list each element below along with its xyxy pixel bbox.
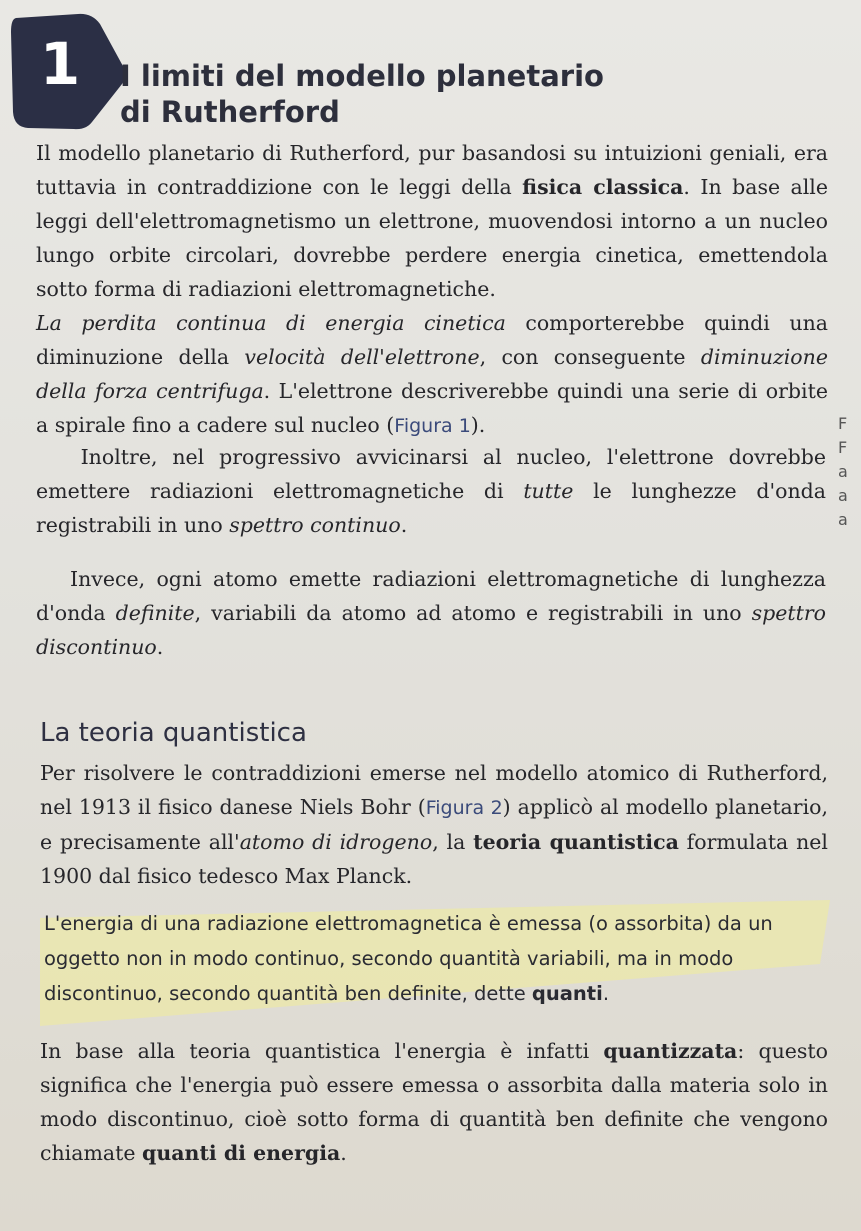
text: , con conseguente — [479, 345, 701, 369]
italic-term: velocità dell'elettrone — [244, 345, 480, 369]
text: Per risolvere le contraddizioni emerse nel modello atomico di Rutherford, nel 1913 il fisico danese Niels Bohr ( — [40, 761, 828, 819]
text: . L'elettrone descriverebbe quindi una serie di orbite a spirale fino a cadere sul nucleo ( — [36, 379, 828, 437]
text: . — [340, 1141, 347, 1165]
text: . In base alle leggi dell'elettromagnetismo un elettrone, muovendosi intorno a un nucleo lungo orbite circolari, dovrebbe perdere energia cinetica, emettendola sotto forma di radiazioni elettromagnetiche. — [36, 175, 828, 301]
bold-term: quanti — [531, 982, 603, 1005]
text: . — [602, 982, 610, 1005]
margin-letter: a — [838, 486, 848, 505]
paragraph-classical-physics — [36, 136, 828, 306]
figure-1-reference[interactable]: Figura 1 — [394, 415, 471, 437]
text: ) applicò al modello planetario, e precisamente all' — [40, 795, 828, 854]
page-title — [120, 58, 604, 130]
text: . — [400, 513, 408, 537]
text: , la — [432, 830, 474, 854]
margin-letter: a — [838, 462, 848, 481]
text: comporterebbe quindi una diminuzione della — [36, 311, 828, 369]
margin-letter: F — [838, 414, 848, 433]
text: , variabili da atomo ad atomo e registrabili in uno — [194, 601, 752, 625]
italic-term: diminuzione della forza centrifuga — [36, 345, 828, 403]
italic-term: spettro continuo — [229, 513, 401, 537]
bold-term: teoria quantistica — [473, 830, 679, 854]
bold-term: quanti di energia — [142, 1141, 341, 1165]
text: Il modello planetario di Rutherford, pur basandosi su intuizioni geniali, era tuttavia in contraddizione con le leggi della — [36, 141, 828, 199]
cut-off-margin-text — [838, 412, 858, 532]
italic-term: tutte — [523, 479, 574, 503]
italic-term: spettro discontinuo — [36, 601, 826, 659]
bold-term: quantizzata — [603, 1039, 738, 1063]
italic-term: definite — [115, 601, 195, 625]
section-number: 1 — [39, 30, 81, 98]
text: . — [156, 635, 164, 659]
section-heading: La teoria quantistica — [40, 718, 307, 748]
italic-term: La perdita continua di energia cinetica — [36, 311, 506, 335]
highlighted-definition — [44, 906, 794, 1011]
bold-term: fisica classica — [522, 175, 684, 199]
text: : questo significa che l'energia può essere emessa o assorbita dalla materia solo in modo discontinuo, cioè sotto forma di quantità ben definite che vengono chiamate — [40, 1039, 828, 1165]
paragraph-continuous-spectrum — [36, 440, 826, 542]
title-line-1: I limiti del modello planetario — [120, 59, 604, 93]
text: In base alla teoria quantistica l'energia è infatti — [40, 1039, 604, 1063]
paragraph-energy-loss — [36, 306, 828, 443]
text: Invece, ogni atomo emette radiazioni elettromagnetiche di lunghezza d'onda — [36, 567, 826, 625]
text: L'energia di una radiazione elettromagnetica è emessa (o assorbita) da un oggetto non in modo continuo, secondo quantità variabili, ma in modo discontinuo, secondo quantità ben definite, dette — [44, 912, 773, 1005]
title-line-2: di Rutherford — [120, 95, 340, 129]
paragraph-quantization — [40, 1034, 828, 1170]
paragraph-discontinuous-spectrum — [36, 562, 826, 664]
figure-2-reference[interactable]: Figura 2 — [425, 797, 503, 819]
margin-letter: a — [838, 510, 848, 529]
italic-term: atomo di idrogeno — [239, 830, 433, 854]
section-number-badge — [8, 10, 126, 130]
text: Inoltre, nel progressivo avvicinarsi al nucleo, l'elettrone dovrebbe emettere radiazioni elettromagnetiche di — [36, 445, 826, 503]
margin-letter: F — [838, 438, 848, 457]
paragraph-bohr — [40, 756, 828, 893]
text: ). — [470, 413, 486, 437]
text: le lunghezze d'onda registrabili in uno — [36, 479, 826, 537]
text: formulata nel 1900 dal fisico tedesco Max Planck. — [40, 830, 828, 888]
